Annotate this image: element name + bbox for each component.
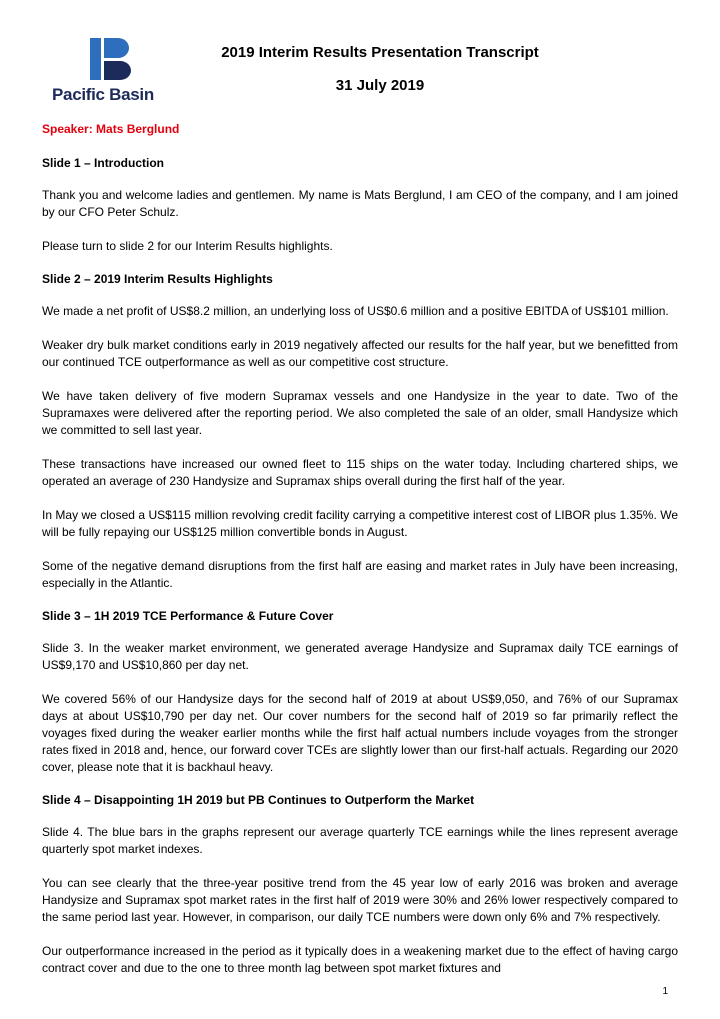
paragraph: We covered 56% of our Handysize days for the second half of 2019 at about US$9,050, and 76% of our Supramax days at about US$10,790 per day net. Our cover numbers for the second half of 2019 so far primarily reflect the voyages fixed during the weaker earlier months while the first half actual numbers include voyages from the stronger rates fixed in 2018 and, hence, our forward cover TCEs are slightly lower than our first-half actuals. Regarding our 2020 cover, please note that it is backhaul heavy. (42, 692, 678, 774)
paragraph: Thank you and welcome ladies and gentlemen. My name is Mats Berglund, I am CEO of the company, and I am joined by our CFO Peter Schulz. (42, 188, 678, 219)
paragraph: These transactions have increased our owned fleet to 115 ships on the water today. Including chartered ships, we operated an average of 230 Handysize and Supramax ships overall during the first half of the year. (42, 457, 678, 488)
section-heading: Slide 1 – Introduction (42, 156, 165, 170)
pacific-basin-logo (52, 38, 162, 108)
document-title: 2019 Interim Results Presentation Transcript (221, 44, 539, 61)
section-heading: Slide 2 – 2019 Interim Results Highlights (42, 272, 273, 286)
section-heading: Slide 4 – Disappointing 1H 2019 but PB Continues to Outperform the Market (42, 793, 475, 807)
section-heading: Slide 3 – 1H 2019 TCE Performance & Future Cover (42, 609, 334, 623)
paragraph: Some of the negative demand disruptions from the first half are easing and market rates in July have been increasing, especially in the Atlantic. (42, 559, 678, 590)
paragraph: You can see clearly that the three-year positive trend from the 45 year low of early 2016 was broken and average Handysize and Supramax spot market rates in the first half of 2019 were 30% and 26% lower respectively compared to the same period last year. However, in comparison, our daily TCE numbers were down only 6% and 7% respectively. (42, 876, 678, 924)
logo-wordmark: Pacific Basin (52, 85, 154, 104)
pb-logo-mark-icon (90, 38, 134, 82)
paragraph: In May we closed a US$115 million revolving credit facility carrying a competitive interest cost of LIBOR plus 1.35%. We will be fully repaying our US$125 million convertible bonds in August. (42, 508, 678, 539)
paragraph: Slide 3. In the weaker market environment, we generated average Handysize and Supramax daily TCE earnings of US$9,170 and US$10,860 per day net. (42, 641, 678, 672)
document-date: 31 July 2019 (335, 77, 425, 94)
section-slide-3 (42, 609, 678, 776)
section-slide-1 (42, 156, 678, 255)
section-slide-2 (42, 272, 678, 592)
section-slide-4 (42, 793, 678, 977)
paragraph: We made a net profit of US$8.2 million, an underlying loss of US$0.6 million and a positive EBITDA of US$101 million. (42, 304, 669, 318)
transcript-body (42, 122, 678, 994)
paragraph: Our outperformance increased in the period as it typically does in a weakening market due to the effect of having cargo contract cover and due to the one to three month lag between spot market fixtures and (42, 944, 678, 975)
paragraph: Weaker dry bulk market conditions early in 2019 negatively affected our results for the half year, but we benefitted from our continued TCE outperformance as well as our competitive cost structure. (42, 338, 678, 369)
speaker-label: Speaker: Mats Berglund (42, 122, 180, 136)
paragraph: We have taken delivery of five modern Supramax vessels and one Handysize in the year to date. Two of the Supramaxes were delivered after the reporting period. We also completed the sale of an older, small Handysize which we committed to sell last year. (42, 389, 678, 437)
page-number: 1 (662, 986, 668, 997)
paragraph: Slide 4. The blue bars in the graphs represent our average quarterly TCE earnings while the lines represent average quarterly spot market indexes. (42, 825, 678, 856)
paragraph: Please turn to slide 2 for our Interim Results highlights. (42, 239, 333, 253)
